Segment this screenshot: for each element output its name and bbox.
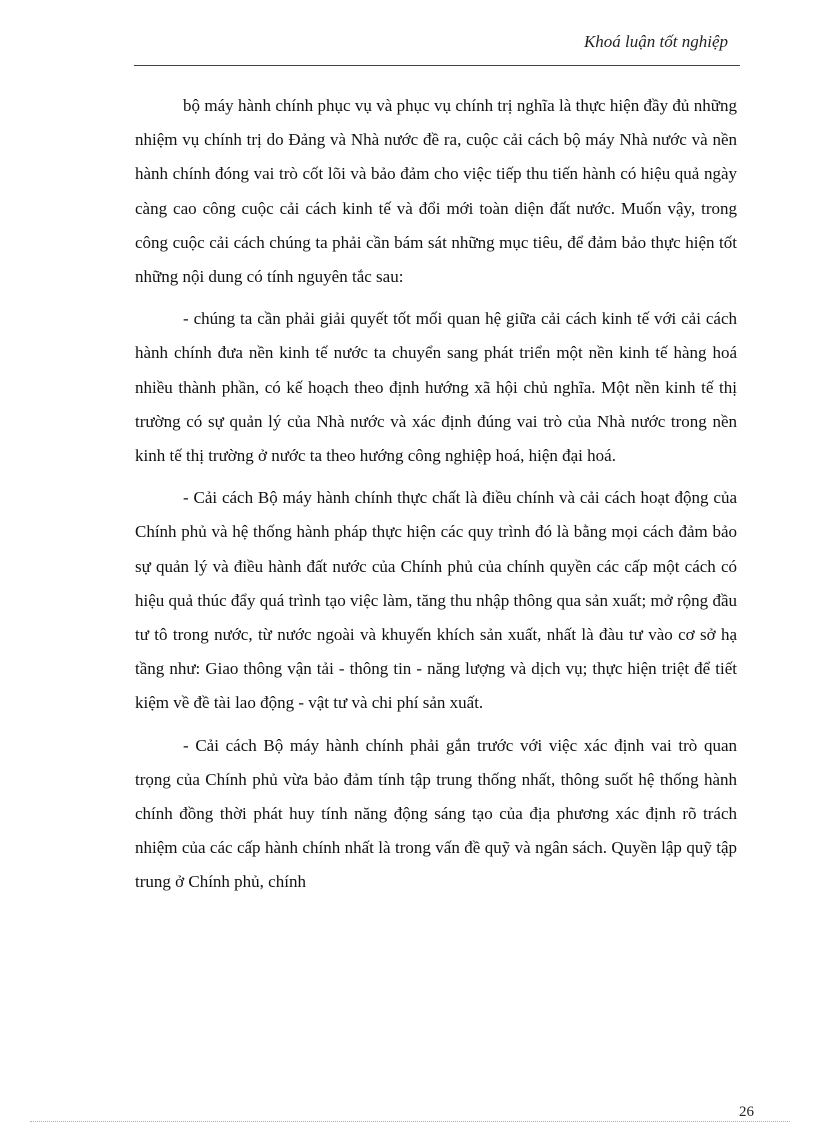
page-number: 26 [739, 1104, 754, 1120]
footer-divider [30, 1121, 790, 1122]
paragraph-2: - chúng ta cần phải giải quyết tốt mối quan hệ giữa cải cách kinh tế với cải cách hành chính đưa nền kinh tế nước ta chuyển sang phát triển một nền kinh tế hàng hoá nhiều thành phần, có kế hoạch theo định hướng xã hội chủ nghĩa. Một nền kinh tế thị trường có sự quản lý của Nhà nước và xác định đúng vai trò của Nhà nước trong nền kinh tế thị trường ở nước ta theo hướng công nghiệp hoá, hiện đại hoá. [135, 309, 737, 466]
document-header-title: Khoá luận tốt nghiệp [583, 32, 728, 51]
document-body [135, 89, 737, 908]
paragraph-1: bộ máy hành chính phục vụ và phục vụ chính trị nghĩa là thực hiện đầy đủ những nhiệm vụ chính trị do Đảng và Nhà nước đề ra, cuộc cải cách bộ máy Nhà nước và nền hành chính đóng vai trò cốt lõi và bảo đảm cho việc tiếp thu tiến hành có hiệu quả ngày càng cao công cuộc cải cách kinh tế và đổi mới toàn diện đất nước. Muốn vậy, trong công cuộc cải cách chúng ta phải cần bám sát những mục tiêu, để đảm bảo thực hiện tốt những nội dung có tính nguyên tắc sau: [135, 96, 737, 287]
paragraph-4: - Cải cách Bộ máy hành chính phải gắn trước với việc xác định vai trò quan trọng của Chính phủ vừa bảo đảm tính tập trung thống nhất, thông suốt hệ thống hành chính đồng thời phát huy tính năng động sáng tạo của địa phương xác định rõ trách nhiệm của các cấp hành chính nhất là trong vấn đề quỹ và ngân sách. Quyền lập quỹ tập trung ở Chính phủ, chính [135, 735, 737, 892]
paragraph-3: - Cải cách Bộ máy hành chính thực chất là điều chính và cải cách hoạt động của Chính phủ và hệ thống hành pháp thực hiện các quy trình đó là bằng mọi cách đảm bảo sự quản lý và điều hành đất nước của Chính phủ của chính quyền các cấp một cách có hiệu quả thúc đẩy quá trình tạo việc làm, tăng thu nhập thông qua sản xuất; mở rộng đầu tư tô trong nước, từ nước ngoài và khuyến khích sản xuất, nhất là đàu tư vào cơ sở hạ tầng như: Giao thông vận tải - thông tin - năng lượng và dịch vụ; thực hiện triệt để tiết kiệm về đề tài lao động - vật tư và chi phí sản xuất. [135, 488, 737, 713]
header-divider [134, 65, 740, 66]
